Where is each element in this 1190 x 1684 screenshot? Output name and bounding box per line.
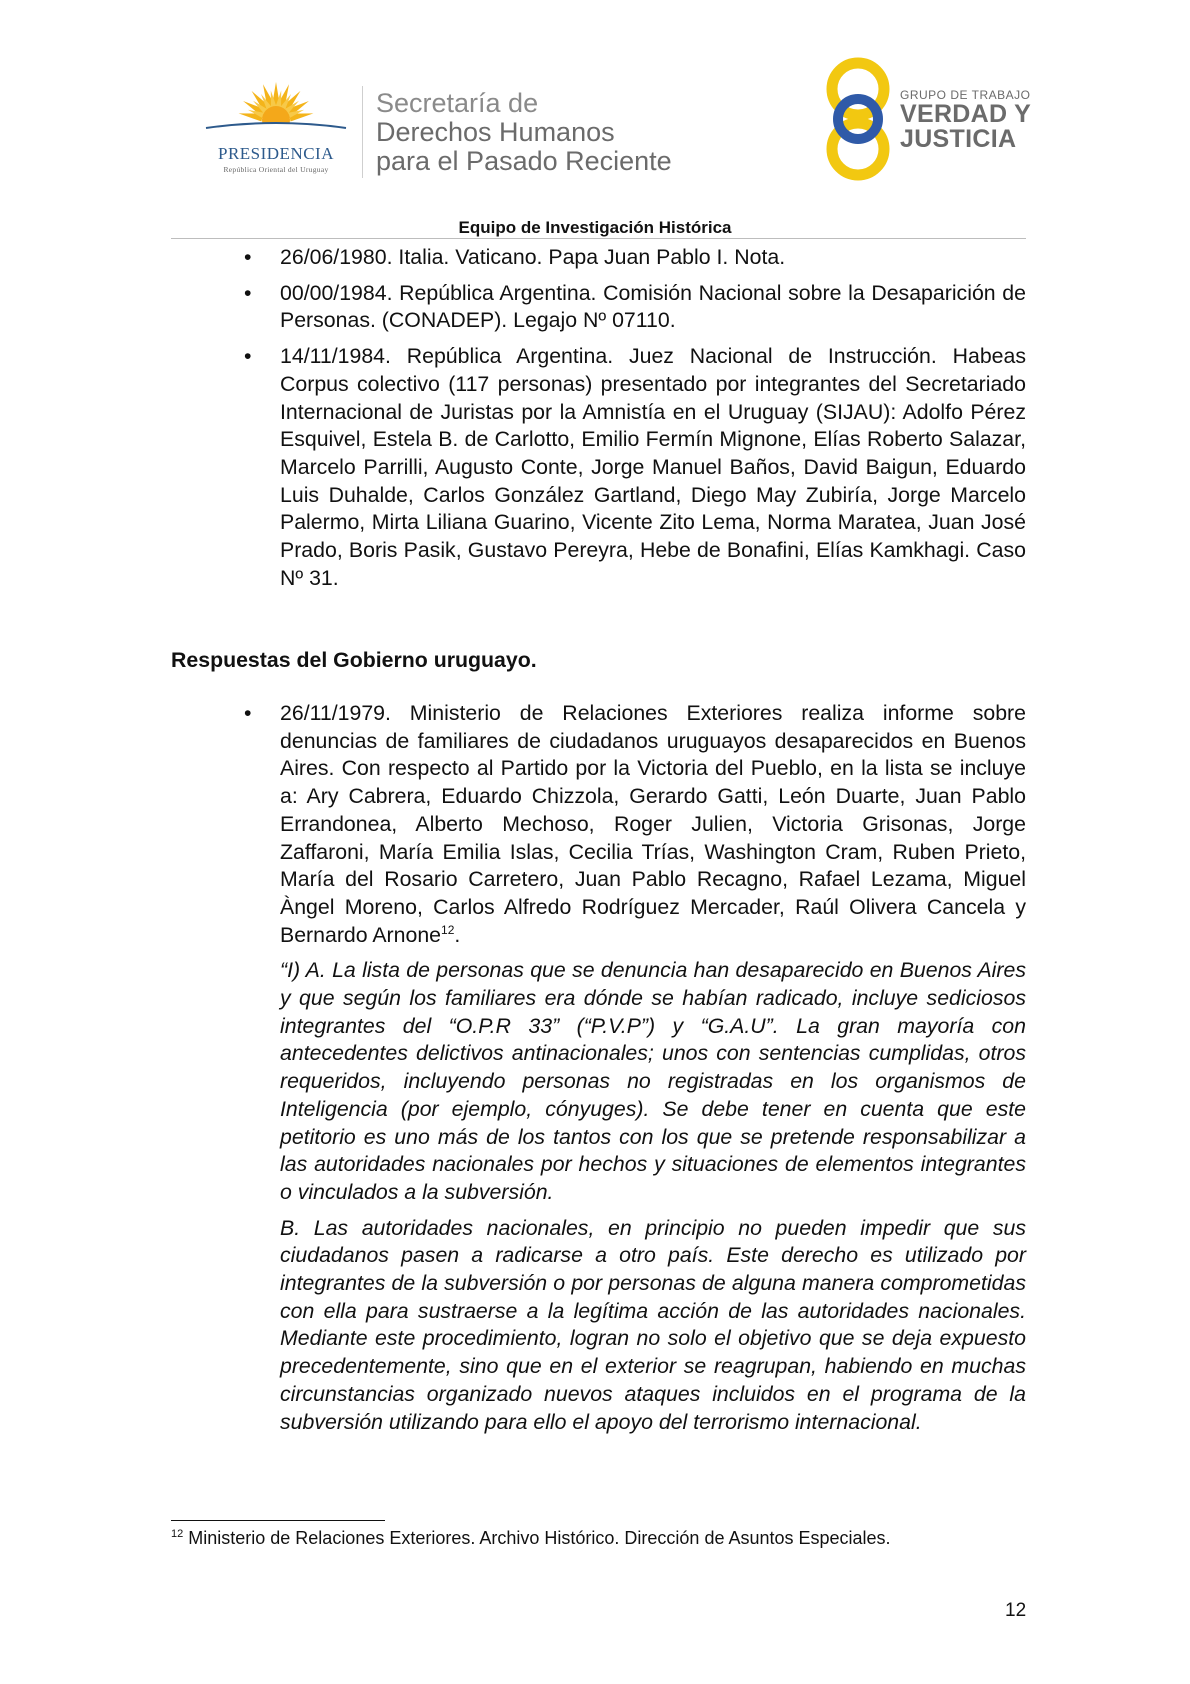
page-number: 12 bbox=[1005, 1600, 1027, 1621]
header-divider bbox=[362, 86, 363, 178]
header-title: Equipo de Investigación Histórica bbox=[458, 218, 732, 237]
bullet-text: 26/11/1979. Ministerio de Relaciones Exteriores realiza informe sobre denuncias de familiares de ciudadanos uruguayos desaparecidos en Buenos Aires. Con respecto al Partido por la Victoria del Pueblo, en la lista se incluye a: Ary Cabrera, Eduardo Chizzola, Gerardo Gatti, León Duarte, Juan Pablo Errandonea, Alberto Mechoso, Roger Julien, Victoria Grisonas, Jorge Zaffaroni, María Emilia Islas, Cecilia Trías, Washington Cram, Ruben Prieto, María del Rosario Carretero, Juan Pablo Recagno, Rafael Lezama, Miguel Àngel Moreno, Carlos Alfredo Rodríguez Mercader, Raúl Olivera Cancela y Bernardo Arnone bbox=[280, 701, 1026, 947]
secretaria-line-3: para el Pasado Reciente bbox=[376, 146, 672, 176]
section-heading: Respuestas del Gobierno uruguayo. bbox=[171, 648, 537, 672]
sun-of-may-icon bbox=[196, 80, 356, 142]
footnote-ref[interactable]: 12 bbox=[441, 922, 455, 937]
bullet-list-top bbox=[0, 244, 1190, 600]
footnote-number: 12 bbox=[171, 1528, 184, 1540]
secretaria-logo-text bbox=[376, 89, 672, 176]
presidencia-name: PRESIDENCIA bbox=[217, 144, 334, 163]
header-rule bbox=[171, 238, 1026, 239]
quote-paragraph: “I) A. La lista de personas que se denuncia han desaparecido en Buenos Aires y que según los familiares era dónde se habían radicado, incluye sediciosos integrantes del “O.P.R 33” (“P.V.P”) y “G.A.U”. La gran mayoría con antecedentes delictivos antinacionales; unos con sentencias cumplidas, otros requeridos, incluyendo personas no registradas en los organismos de Inteligencia (por ejemplo, cónyuges). Se debe tener en cuenta que este petitorio es uno más de los tantos con los que se pretende responsabilizar a las autoridades nacionales por hechos y situaciones de elementos integrantes o vinculados a la subversión. bbox=[280, 958, 1026, 1204]
bullet-item: • 26/06/1980. Italia. Vaticano. Papa Juan Pablo I. Nota. bbox=[280, 244, 1026, 272]
presidencia-logo bbox=[196, 80, 356, 180]
footnote-text: Ministerio de Relaciones Exteriores. Archivo Histórico. Dirección de Asuntos Especiales. bbox=[183, 1528, 891, 1548]
secretaria-line-2: Derechos Humanos bbox=[376, 117, 615, 147]
quote-paragraph: B. Las autoridades nacionales, en principio no pueden impedir que sus ciudadanos pasen a radicarse a otro país. Este derecho es utilizado por integrantes de la subversión o por personas de alguna manera comprometidas con ella para sustraerse a la legítima acción de las autoridades nacionales. Mediante este procedimiento, logran no solo el objetivo que se deja expuesto precedentemente, sino que en el exterior se reagrupan, habiendo en muchas circunstancias organizado nuevos ataques incluidos en el programa de la subversión utilizando para ello el apoyo del terrorismo internacional. bbox=[280, 1215, 1026, 1434]
bullet-item: • 14/11/1984. República Argentina. Juez Nacional de Instrucción. Habeas Corpus colectivo (117 personas) presentado por integrantes del Secretariado Internacional de Juristas por la Amnistía en el Uruguay (SIJAU): Adolfo Pérez Esquivel, Estela B. de Carlotto, Emilio Fermín Mignone, Elías Roberto Salazar, Marcelo Parrilli, Augusto Conte, Jorge Manuel Baños, David Baigun, Eduardo Luis Duhalde, Carlos González Gartland, Diego May Zubiría, Jorge Marcelo Palermo, Mirta Liliana Guarino, Vicente Zito Lema, Norma Maratea, Juan José Prado, Boris Pasik, Gustavo Pereyra, Hebe de Bonafini, Elías Kamkhagi. Caso Nº 31. bbox=[280, 343, 1026, 592]
bullet-list-responses bbox=[0, 700, 1190, 1444]
footnote bbox=[171, 1528, 891, 1549]
verdad-y-text: VERDAD Y bbox=[900, 100, 1032, 128]
bullet-text-end: . bbox=[454, 922, 461, 947]
grupo-trabajo-logo-text bbox=[900, 88, 1031, 152]
grupo-trabajo-small: GRUPO DE TRABAJO bbox=[900, 88, 1031, 102]
interlinked-rings-icon bbox=[822, 56, 894, 182]
justicia-text: JUSTICIA bbox=[900, 125, 1017, 153]
presidencia-subtitle: República Oriental del Uruguay bbox=[223, 165, 329, 174]
bullet-item: • 00/00/1984. República Argentina. Comisión Nacional sobre la Desaparición de Personas. (CONADEP). Legajo Nº 07110. bbox=[280, 280, 1026, 335]
secretaria-line-1: Secretaría de bbox=[376, 88, 539, 118]
footnote-rule bbox=[171, 1520, 385, 1521]
bullet-item bbox=[280, 700, 1026, 949]
